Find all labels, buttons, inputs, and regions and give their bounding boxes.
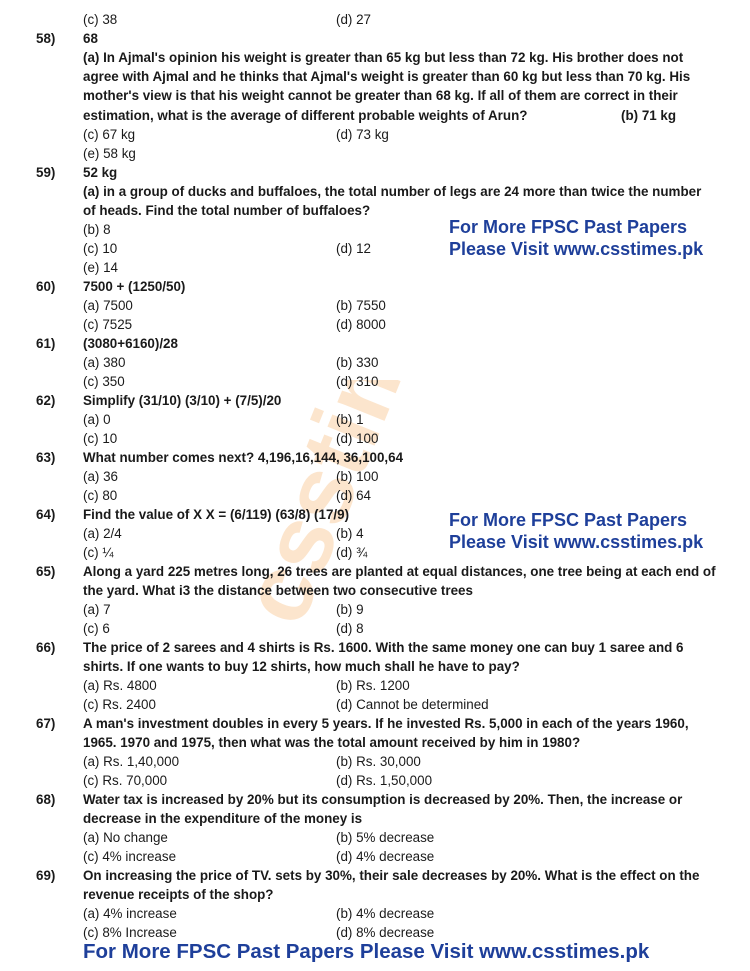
q58-option-d: (d) 73 kg xyxy=(336,127,389,142)
q58-text-3: mother's view is that his weight cannot be greater than 68 kg. If all of them are correct in their xyxy=(83,88,678,103)
q58-text-1: (a) In Ajmal's opinion his weight is greater than 65 kg but less than 72 kg. His brother does not xyxy=(83,50,684,65)
q58-number: 58) xyxy=(36,31,56,46)
q64-number: 64) xyxy=(36,507,56,522)
q64-option-d: (d) ¾ xyxy=(336,545,368,560)
q67-text-2: 1965. 1970 and 1975, then what was the total amount received by him in 1980? xyxy=(83,735,581,750)
q65-text-2: the yard. What i3 the distance between two consecutive trees xyxy=(83,583,473,598)
q64-option-a: (a) 2/4 xyxy=(83,526,122,541)
q60-question: 7500 + (1250/50) xyxy=(83,279,186,294)
q65-text-1: Along a yard 225 metres long, 26 trees are planted at equal distances, one tree being at each end of xyxy=(83,564,716,579)
q65-option-d: (d) 8 xyxy=(336,621,364,636)
q66-number: 66) xyxy=(36,640,56,655)
q69-text-2: revenue receipts of the shop? xyxy=(83,887,274,902)
q63-option-b: (b) 100 xyxy=(336,469,379,484)
q62-option-b: (b) 1 xyxy=(336,412,364,427)
q58-text-2: agree with Ajmal and he thinks that Ajmal's weight is greater than 60 kg but less than 70 kg. His xyxy=(83,69,691,84)
q61-option-a: (a) 380 xyxy=(83,355,126,370)
q63-option-c: (c) 80 xyxy=(83,488,118,503)
q59-number: 59) xyxy=(36,165,56,180)
q59-option-e: (e) 14 xyxy=(83,260,118,275)
q66-option-a: (a) Rs. 4800 xyxy=(83,678,157,693)
q62-option-c: (c) 10 xyxy=(83,431,118,446)
q69-option-d: (d) 8% decrease xyxy=(336,925,435,940)
q65-option-c: (c) 6 xyxy=(83,621,110,636)
q69-option-b: (b) 4% decrease xyxy=(336,906,435,921)
promo-line-2: For More FPSC Past Papers xyxy=(449,510,688,530)
q68-option-a: (a) No change xyxy=(83,830,168,845)
q61-question: (3080+6160)/28 xyxy=(83,336,178,351)
q60-option-d: (d) 8000 xyxy=(336,317,386,332)
q63-option-a: (a) 36 xyxy=(83,469,118,484)
q62-option-d: (d) 100 xyxy=(336,431,379,446)
q60-number: 60) xyxy=(36,279,56,294)
q68-option-b: (b) 5% decrease xyxy=(336,830,435,845)
q69-number: 69) xyxy=(36,868,56,883)
q68-text-2: decrease in the expenditure of the money is xyxy=(83,811,363,826)
q64-option-c: (c) ¼ xyxy=(83,545,114,560)
q68-option-c: (c) 4% increase xyxy=(83,849,177,864)
watermark-text: csstimes xyxy=(230,380,430,630)
q68-number: 68) xyxy=(36,792,56,807)
q58-answer: 68 xyxy=(83,31,98,46)
q65-option-b: (b) 9 xyxy=(336,602,364,617)
q58-option-e: (e) 58 kg xyxy=(83,146,136,161)
q66-text-2: shirts. If one wants to buy 12 shirts, how much shall he have to pay? xyxy=(83,659,520,674)
q63-question: What number comes next? 4,196,16,144, 36,100,64 xyxy=(83,450,404,465)
q57-option-d: (d) 27 xyxy=(336,12,371,27)
q65-number: 65) xyxy=(36,564,56,579)
q64-question: Find the value of X X = (6/119) (63/8) (17/9) xyxy=(83,507,350,522)
q64-option-b: (b) 4 xyxy=(336,526,364,541)
q67-option-d: (d) Rs. 1,50,000 xyxy=(336,773,433,788)
q62-option-a: (a) 0 xyxy=(83,412,111,427)
q61-number: 61) xyxy=(36,336,56,351)
q69-option-a: (a) 4% increase xyxy=(83,906,177,921)
q59-option-c: (c) 10 xyxy=(83,241,118,256)
q61-option-c: (c) 350 xyxy=(83,374,125,389)
q67-number: 67) xyxy=(36,716,56,731)
q68-option-d: (d) 4% decrease xyxy=(336,849,435,864)
q58-text-4: estimation, what is the average of different probable weights of Arun? (b) 71 kg xyxy=(83,108,677,123)
promo-line-1: For More FPSC Past Papers xyxy=(449,217,688,237)
q59-answer: 52 kg xyxy=(83,165,118,180)
q58-option-b: (b) 71 kg xyxy=(621,108,677,123)
footer-promo-link[interactable]: For More FPSC Past Papers Please Visit www.csstimes.pk xyxy=(83,940,650,963)
q68-text-1: Water tax is increased by 20% but its consumption is decreased by 20%. Then, the increase or xyxy=(83,792,683,807)
q62-question: Simplify (31/10) (3/10) + (7/5)/20 xyxy=(83,393,282,408)
q60-option-a: (a) 7500 xyxy=(83,298,133,313)
promo-link-2[interactable]: Please Visit www.csstimes.pk xyxy=(449,532,704,552)
q66-text-1: The price of 2 sarees and 4 shirts is Rs. 1600. With the same money one can buy 1 saree and 6 xyxy=(83,640,684,655)
q66-option-b: (b) Rs. 1200 xyxy=(336,678,410,693)
q59-text-2: of heads. Find the total number of buffaloes? xyxy=(83,203,371,218)
q67-option-c: (c) Rs. 70,000 xyxy=(83,773,168,788)
q65-option-a: (a) 7 xyxy=(83,602,111,617)
q61-option-b: (b) 330 xyxy=(336,355,379,370)
q59-text-1: (a) in a group of ducks and buffaloes, the total number of legs are 24 more than twice the number xyxy=(83,184,702,199)
promo-link-1[interactable]: Please Visit www.csstimes.pk xyxy=(449,239,704,259)
q57-option-c: (c) 38 xyxy=(83,12,118,27)
q67-option-b: (b) Rs. 30,000 xyxy=(336,754,421,769)
q59-option-d: (d) 12 xyxy=(336,241,371,256)
q58-option-c: (c) 67 kg xyxy=(83,127,136,142)
q69-text-1: On increasing the price of TV. sets by 30%, their sale decreases by 20%. What is the effect on the xyxy=(83,868,700,883)
q67-option-a: (a) Rs. 1,40,000 xyxy=(83,754,180,769)
q59-option-b: (b) 8 xyxy=(83,222,111,237)
q66-option-d: (d) Cannot be determined xyxy=(336,697,489,712)
q63-number: 63) xyxy=(36,450,56,465)
q67-text-1: A man's investment doubles in every 5 years. If he invested Rs. 5,000 in each of the years 1960, xyxy=(83,716,689,731)
q63-option-d: (d) 64 xyxy=(336,488,371,503)
q60-option-c: (c) 7525 xyxy=(83,317,133,332)
q60-option-b: (b) 7550 xyxy=(336,298,386,313)
q62-number: 62) xyxy=(36,393,56,408)
q69-option-c: (c) 8% Increase xyxy=(83,925,177,940)
q61-option-d: (d) 310 xyxy=(336,374,379,389)
q66-option-c: (c) Rs. 2400 xyxy=(83,697,156,712)
